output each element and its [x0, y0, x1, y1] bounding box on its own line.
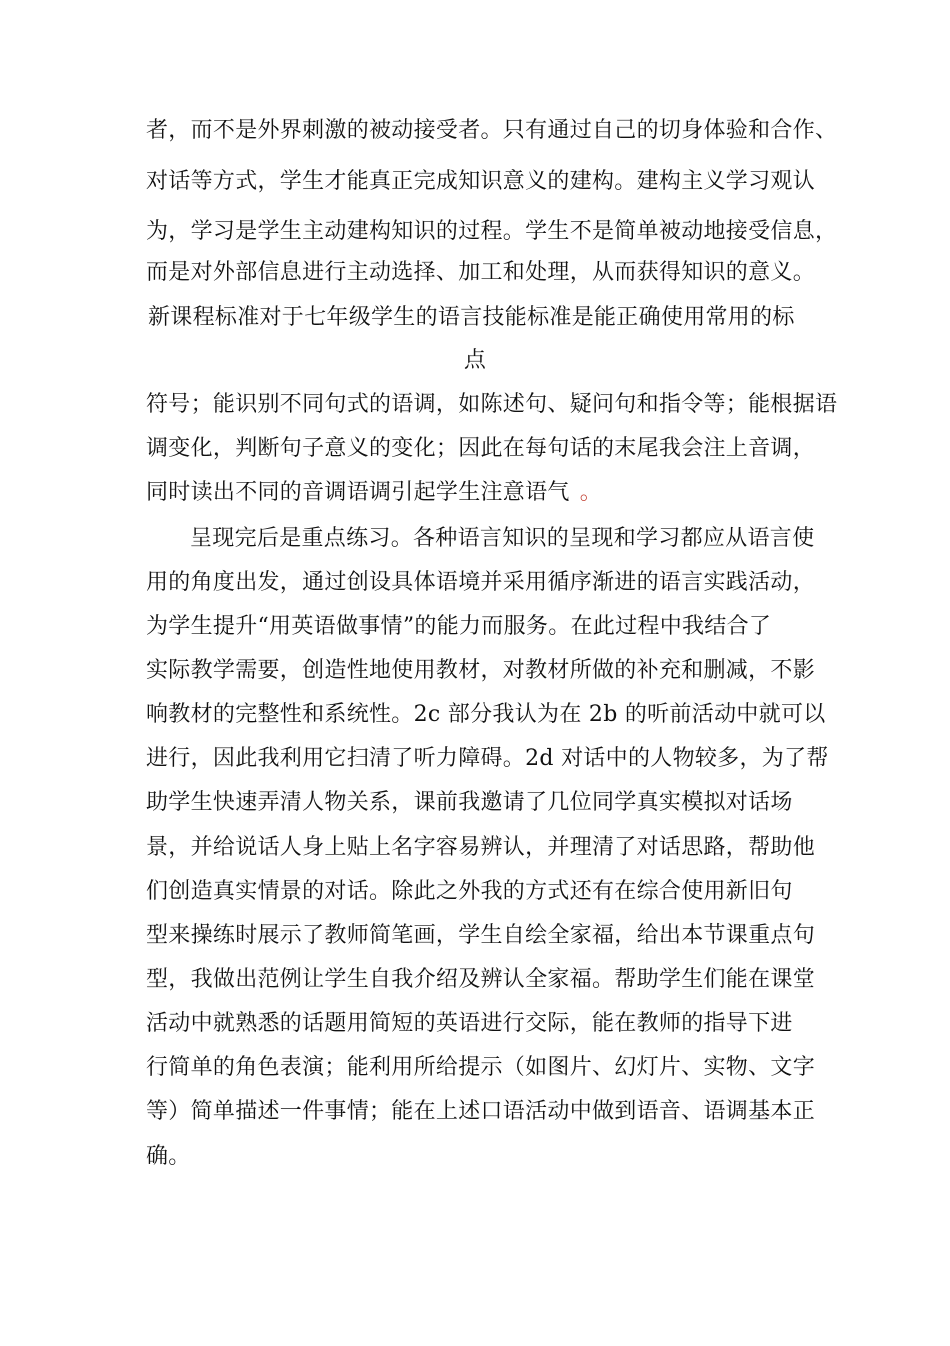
- paragraph-line: 响教材的完整性和系统性。2c 部分我认为在 2b 的听前活动中就可以: [146, 702, 826, 727]
- paragraph-line: 型来操练时展示了教师简笔画，学生自绘全家福，给出本节课重点句: [146, 923, 816, 948]
- paragraph-line: 景，并给说话人身上贴上名字容易辨认，并理清了对话思路，帮助他: [146, 835, 816, 860]
- paragraph-line: 助学生快速弄清人物关系，课前我邀请了几位同学真实模拟对话场: [146, 790, 793, 815]
- paragraph-line: 进行，因此我利用它扫清了听力障碍。2d 对话中的人物较多，为了帮: [146, 746, 829, 771]
- paragraph-line: 调变化，判断句子意义的变化；因此在每句话的末尾我会注上音调，: [146, 436, 816, 461]
- paragraph-line-wrapped: 点: [463, 348, 487, 373]
- paragraph-line: 为学生提升“用英语做事情”的能力而服务。在此过程中我结合了: [146, 614, 772, 639]
- paragraph-first-line: 呈现完后是重点练习。各种语言知识的呈现和学习都应从语言使: [190, 526, 815, 551]
- paragraph-line: 实际教学需要，创造性地使用教材，对教材所做的补充和删减，不影: [146, 658, 816, 683]
- paragraph-line: 对话等方式，学生才能真正完成知识意义的建构。建构主义学习观认: [146, 169, 816, 194]
- paragraph-line: 等）简单描述一件事情；能在上述口语活动中做到语音、语调基本正: [146, 1099, 816, 1124]
- paragraph-line: 者，而不是外界刺激的被动接受者。只有通过自己的切身体验和合作、: [146, 118, 838, 143]
- paragraph-line: 型，我做出范例让学生自我介绍及辨认全家福。帮助学生们能在课堂: [146, 967, 816, 992]
- paragraph-line-text: 同时读出不同的音调语调引起学生注意语气: [146, 480, 570, 505]
- paragraph-line-with-mark: [146, 478, 602, 508]
- paragraph-line: 行简单的角色表演；能利用所给提示（如图片、幻灯片、实物、文字: [146, 1055, 816, 1080]
- paragraph-line: 而是对外部信息进行主动选择、加工和处理，从而获得知识的意义。: [146, 260, 816, 285]
- paragraph-line: 符号；能识别不同句式的语调，如陈述句、疑问句和指令等；能根据语: [146, 392, 838, 417]
- red-punctuation-mark: 。: [579, 480, 603, 505]
- paragraph-line: 用的角度出发，通过创设具体语境并采用循序渐进的语言实践活动，: [146, 570, 816, 595]
- paragraph-line: 活动中就熟悉的话题用简短的英语进行交际，能在教师的指导下进: [146, 1011, 793, 1036]
- paragraph-line: 新课程标准对于七年级学生的语言技能标准是能正确使用常用的标: [148, 305, 795, 330]
- paragraph-line: 为，学习是学生主动建构知识的过程。学生不是简单被动地接受信息，: [146, 219, 838, 244]
- paragraph-line: 确。: [146, 1144, 191, 1169]
- paragraph-line: 们创造真实情景的对话。除此之外我的方式还有在综合使用新旧句: [146, 879, 793, 904]
